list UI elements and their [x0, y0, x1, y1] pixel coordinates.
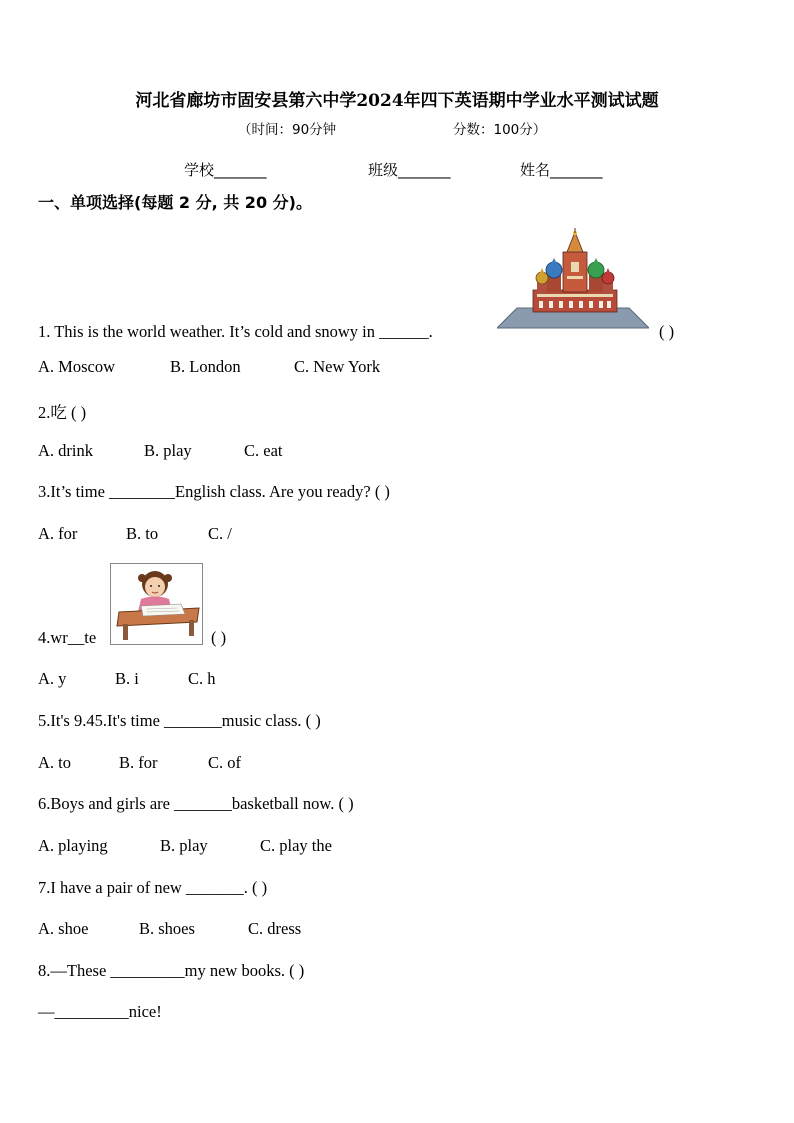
name-field: 姓名_______	[520, 161, 603, 179]
question-7-option-b: B. shoes	[139, 919, 195, 938]
exam-score: 分数：100分）	[453, 122, 547, 138]
girl-writing-image	[110, 563, 203, 645]
question-4-text: 4.wr__te	[38, 628, 97, 647]
question-3-option-b: B. to	[126, 524, 159, 543]
school-field: 学校_______	[184, 161, 267, 179]
question-1-option-a: A. Moscow	[38, 357, 115, 376]
question-5-option-a: A. to	[38, 753, 71, 772]
question-6-text: 6.Boys and girls are _______basketball now. ( )	[38, 794, 354, 813]
st-basils-cathedral-image	[497, 228, 649, 330]
question-2-option-c: C. eat	[244, 441, 283, 460]
question-1-option-c: C. New York	[294, 357, 381, 376]
question-4-option-a: A. y	[38, 669, 67, 688]
question-5-option-b: B. for	[119, 753, 158, 772]
question-6-option-a: A. playing	[38, 836, 108, 855]
question-8-text: 8.—These _________my new books. ( )	[38, 961, 305, 980]
question-2-option-b: B. play	[144, 441, 192, 460]
question-7-option-a: A. shoe	[38, 919, 89, 938]
exam-time: （时间：90分钟	[238, 122, 337, 138]
question-1-answer-paren: ( )	[659, 322, 675, 341]
question-8-answer-line: —_________nice!	[38, 1002, 162, 1021]
question-4-answer-paren: ( )	[211, 628, 227, 647]
question-3-option-c: C. /	[208, 524, 232, 543]
question-3-option-a: A. for	[38, 524, 78, 543]
question-3-text: 3.It’s time ________English class. Are you ready? ( )	[38, 482, 390, 501]
question-4-option-b: B. i	[115, 669, 139, 688]
question-1-option-b: B. London	[170, 357, 241, 376]
question-4-option-c: C. h	[188, 669, 216, 688]
question-7-option-c: C. dress	[248, 919, 302, 938]
question-2-text: 2.吃 ( )	[38, 403, 87, 422]
question-5-option-c: C. of	[208, 753, 241, 772]
question-6-option-b: B. play	[160, 836, 208, 855]
question-5-text: 5.It's 9.45.It's time _______music class. ( )	[38, 711, 321, 730]
section-heading: 一、单项选择(每题 2 分, 共 20 分)。	[38, 193, 312, 212]
question-2-option-a: A. drink	[38, 441, 93, 460]
question-7-text: 7.I have a pair of new _______. ( )	[38, 878, 268, 897]
page-title: 河北省廊坊市固安县第六中学2024年四下英语期中学业水平测试试题	[135, 91, 659, 111]
class-field: 班级_______	[368, 161, 451, 179]
question-1-text: 1. This is the world weather. It’s cold and snowy in ______.	[38, 322, 433, 341]
question-6-option-c: C. play the	[260, 836, 332, 855]
